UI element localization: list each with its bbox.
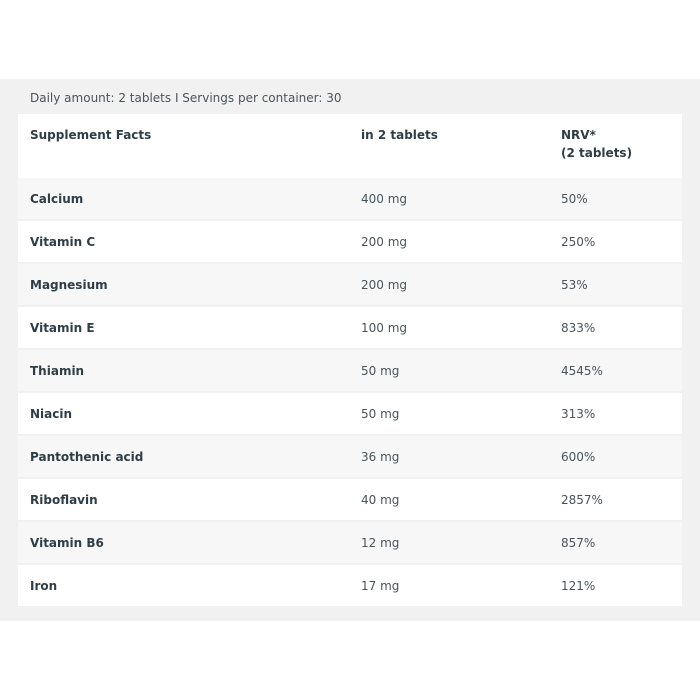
- nutrient-name: Vitamin C: [30, 235, 96, 249]
- nutrient-name: Thiamin: [30, 364, 85, 378]
- table-row: [18, 221, 682, 264]
- nutrient-nrv: 50%: [561, 192, 588, 206]
- nutrient-amount: 40 mg: [361, 493, 400, 507]
- nutrient-name: Niacin: [30, 407, 73, 421]
- nutrient-amount: 100 mg: [361, 321, 408, 335]
- nutrient-name: Pantothenic acid: [30, 450, 144, 464]
- nutrient-amount: 200 mg: [361, 278, 408, 292]
- nutrient-amount: 400 mg: [361, 192, 408, 206]
- nutrient-amount: 200 mg: [361, 235, 408, 249]
- nutrient-amount: 50 mg: [361, 407, 400, 421]
- nutrient-name: Iron: [30, 579, 58, 593]
- table-row: [18, 436, 682, 479]
- nutrient-nrv: 2857%: [561, 493, 603, 507]
- table-row: [18, 522, 682, 565]
- header-nrv-label: NRV*: [561, 128, 596, 142]
- nutrient-name: Calcium: [30, 192, 84, 206]
- header-supplement-facts: Supplement Facts: [30, 128, 152, 142]
- nutrient-nrv: 53%: [561, 278, 588, 292]
- nutrient-name: Magnesium: [30, 278, 108, 292]
- table-row: [18, 350, 682, 393]
- nutrient-name: Riboflavin: [30, 493, 98, 507]
- nutrient-nrv: 313%: [561, 407, 596, 421]
- nutrient-amount: 36 mg: [361, 450, 400, 464]
- nutrient-nrv: 833%: [561, 321, 596, 335]
- table-row: [18, 393, 682, 436]
- table-header-row: [18, 114, 682, 178]
- nutrient-name: Vitamin B6: [30, 536, 104, 550]
- nutrient-nrv: 857%: [561, 536, 596, 550]
- nutrient-amount: 50 mg: [361, 364, 400, 378]
- header-nrv: [561, 126, 632, 162]
- table-row: [18, 479, 682, 522]
- supplement-facts-table: [18, 114, 682, 608]
- nutrient-nrv: 4545%: [561, 364, 603, 378]
- nutrient-nrv: 250%: [561, 235, 596, 249]
- nutrient-name: Vitamin E: [30, 321, 95, 335]
- header-nrv-basis: (2 tablets): [561, 146, 633, 160]
- table-row: [18, 178, 682, 221]
- header-amount: in 2 tablets: [361, 128, 438, 142]
- nutrient-amount: 12 mg: [361, 536, 400, 550]
- nutrient-amount: 17 mg: [361, 579, 400, 593]
- nutrient-nrv: 121%: [561, 579, 596, 593]
- table-row: [18, 565, 682, 608]
- table-row: [18, 264, 682, 307]
- table-row: [18, 307, 682, 350]
- daily-amount-caption: Daily amount: 2 tablets I Servings per container: 30: [30, 91, 342, 105]
- nutrient-nrv: 600%: [561, 450, 596, 464]
